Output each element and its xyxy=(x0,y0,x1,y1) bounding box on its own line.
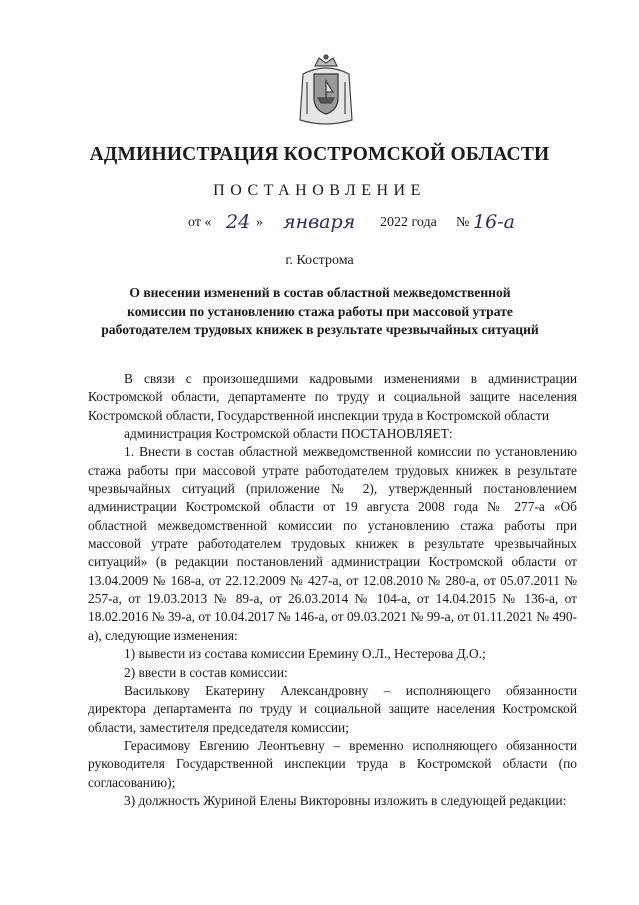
paragraph: Василькову Екатерину Александровну – исполняющего обязанности директора департамента по труду и социальной защите населения Костромской области, заместителя председателя комиссии; xyxy=(88,682,577,735)
number-sign: № xyxy=(456,215,470,230)
date-year: 2022 года xyxy=(380,215,437,230)
paragraph: 3) должность Журиной Елены Викторовны изложить в следующей редакции: xyxy=(124,792,567,808)
document-body xyxy=(88,370,577,810)
paragraph: 2) ввести в состав комиссии: xyxy=(124,664,288,680)
document-subject: О внесении изменений в состав областной межведомственной комиссии по установлению стажа работы при массовой утрате работодателем трудовых книжек в результате чрезвычайных ситуаций xyxy=(101,285,539,337)
date-quote-close: » xyxy=(256,215,263,230)
paragraph: 1. Внести в состав областной межведомственной комиссии по установлению стажа работы при массовой утрате работодателем трудовых книжек в результате чрезвычайных ситуаций (приложение № 2), утвержденный постановлением администрации Костромской области от 19 августа 2008 года № 277-а «Об областной межведомственной комиссии по установлению стажа работы при массовой утрате работодателем трудовых книжек в результате чрезвычайных ситуаций» (в редакции постановлений администрации Костромской области от 13.04.2009 № 168-а, от 22.12.2009 № 427-а, от 12.08.2010 № 280-а, от 05.07.2011 № 257-а, от 19.03.2013 № 89-а, от 26.03.2014 № 104-а, от 14.04.2015 № 136-а, от 18.02.2016 № 39-а, от 10.04.2017 № 146-а, от 09.03.2021 № 99-а, от 01.11.2021 № 490-а), следующие изменения: xyxy=(88,444,577,643)
paragraph: В связи с произошедшими кадровыми изменениями в администрации Костромской области, департаменте по труду и социальной защите населения Костромской области, Государственной инспекции труда в Костромской области xyxy=(88,371,577,423)
date-prefix: от « xyxy=(188,215,212,230)
date-day: 24 xyxy=(226,211,251,233)
coat-of-arms-icon xyxy=(297,54,355,128)
paragraph: Герасимову Евгению Леонтьевну – временно исполняющего обязанности руководителя Государственной инспекции труда в Костромской области (по согласованию); xyxy=(88,737,577,790)
document-type: ПОСТАНОВЛЕНИЕ xyxy=(213,182,426,199)
city: г. Кострома xyxy=(285,253,354,268)
document-number: 16-а xyxy=(473,211,515,233)
date-month: января xyxy=(283,211,356,233)
paragraph: 1) вывести из состава комиссии Еремину О.Л., Нестерова Д.О.; xyxy=(124,646,486,662)
paragraph: администрация Костромской области ПОСТАНОВЛЯЕТ: xyxy=(124,426,453,442)
organization-title: АДМИНИСТРАЦИЯ КОСТРОМСКОЙ ОБЛАСТИ xyxy=(89,144,550,165)
